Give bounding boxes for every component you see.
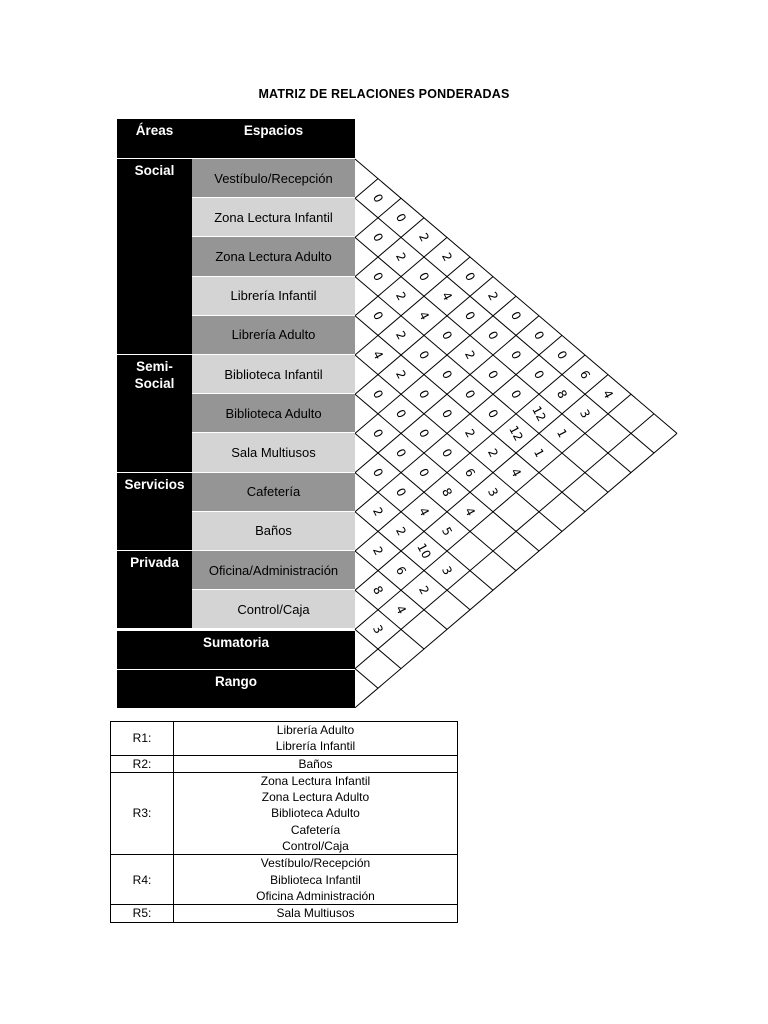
range-item: Librería Adulto — [276, 723, 355, 737]
matrix-value-8-12: 3 — [439, 563, 455, 578]
matrix-value-5-9: 0 — [439, 446, 455, 460]
matrix-value-4-11: 4 — [508, 465, 524, 480]
space-1: Zona Lectura Infantil — [192, 198, 355, 237]
matrix-value-4-9: 2 — [462, 426, 478, 441]
space-7: Sala Multiusos — [192, 433, 355, 472]
range-item: Cafetería — [290, 822, 341, 837]
range-item: Control/Caja — [282, 839, 349, 854]
space-6: Biblioteca Adulto — [192, 394, 355, 433]
header-espacios: Espacios — [192, 119, 355, 158]
matrix-value-8-9: 2 — [370, 505, 386, 519]
range-label: R5: — [111, 905, 174, 922]
matrix-value-1-2: 0 — [370, 230, 386, 245]
space-8: Cafetería — [192, 473, 355, 512]
matrix-value-1-5: 4 — [439, 289, 455, 303]
matrix-value-2-11: 1 — [554, 426, 570, 441]
page-title: MATRIZ DE RELACIONES PONDERADAS — [258, 87, 510, 101]
matrix-value-6-8: 0 — [393, 446, 409, 460]
matrix-value-1-3: 2 — [393, 250, 409, 264]
area-1: Semi- Social — [117, 355, 192, 472]
range-items — [174, 905, 458, 922]
matrix-value-3-8: 0 — [462, 387, 478, 401]
range-row — [111, 855, 458, 905]
matrix-value-11-12: 3 — [370, 622, 386, 637]
matrix-value-4-5: 4 — [370, 348, 386, 362]
matrix-value-4-7: 0 — [416, 387, 432, 401]
matrix-value-7-10: 4 — [416, 505, 432, 519]
matrix-value-10-11: 8 — [370, 583, 386, 597]
matrix-value-8-11: 10 — [414, 540, 434, 562]
matrix-value-1-9: 0 — [531, 367, 547, 382]
matrix-value-10-12: 4 — [393, 603, 409, 617]
space-2: Zona Lectura Adulto — [192, 237, 355, 276]
matrix-value-2-10: 12 — [529, 403, 549, 424]
range-label: R3: — [111, 772, 174, 854]
area-2: Servicios — [117, 473, 192, 550]
matrix-value-1-8: 0 — [508, 348, 524, 362]
header-areas: Áreas — [117, 119, 192, 158]
matrix-value-1-10: 8 — [554, 387, 570, 401]
matrix-value-0-8: 0 — [531, 328, 547, 343]
space-11: Control/Caja — [192, 590, 355, 629]
sumatoria-row: Sumatoria — [117, 631, 355, 669]
range-item: Biblioteca Adulto — [271, 806, 360, 821]
matrix-value-6-9: 0 — [416, 465, 432, 480]
area-0: Social — [117, 159, 192, 354]
matrix-value-2-9: 0 — [508, 387, 524, 401]
matrix-value-3-11: 1 — [531, 446, 547, 460]
range-items — [174, 755, 458, 772]
space-0: Vestíbulo/Recepción — [192, 159, 355, 198]
matrix-value-0-6: 2 — [485, 289, 501, 303]
matrix-value-0-1: 0 — [370, 191, 386, 205]
matrix-value-0-2: 0 — [393, 211, 409, 225]
matrix-value-3-9: 0 — [485, 407, 501, 421]
matrix-value-2-3: 0 — [370, 269, 386, 284]
matrix-value-4-10: 2 — [485, 446, 501, 460]
matrix-value-3-7: 0 — [439, 367, 455, 382]
matrix-value-2-6: 0 — [439, 328, 455, 343]
matrix-value-7-11: 5 — [439, 524, 455, 539]
range-table — [110, 721, 458, 923]
range-items — [174, 772, 458, 854]
matrix-value-2-8: 0 — [485, 367, 501, 382]
range-row — [111, 755, 458, 772]
range-item: Vestíbulo/Recepción — [260, 856, 371, 871]
matrix-value-9-10: 2 — [370, 544, 386, 558]
matrix-value-1-11: 3 — [577, 407, 593, 421]
matrix-value-0-11: 4 — [600, 387, 616, 401]
range-row — [111, 772, 458, 854]
matrix-value-7-8: 0 — [370, 465, 386, 480]
matrix-value-2-5: 4 — [416, 309, 432, 323]
rango-row: Rango — [117, 670, 355, 708]
space-4: Librería Adulto — [192, 316, 355, 355]
matrix-value-7-9: 0 — [393, 485, 409, 499]
matrix-value-6-11: 4 — [462, 505, 478, 519]
matrix-value-3-10: 12 — [506, 423, 526, 444]
matrix-value-1-7: 0 — [485, 328, 501, 343]
matrix-value-6-10: 8 — [439, 485, 455, 499]
matrix-value-1-6: 0 — [462, 309, 478, 323]
matrix-value-1-4: 0 — [416, 269, 432, 284]
range-item: Zona Lectura Adulto — [261, 790, 370, 805]
matrix-value-3-5: 2 — [393, 328, 409, 343]
matrix-value-5-10: 6 — [462, 465, 478, 480]
range-item: Baños — [298, 756, 333, 771]
range-label: R1: — [111, 722, 174, 756]
matrix-value-4-8: 0 — [439, 407, 455, 421]
matrix-value-3-6: 0 — [416, 348, 432, 362]
matrix-value-5-7: 0 — [393, 407, 409, 421]
matrix-value-4-6: 2 — [393, 367, 409, 382]
range-item: Biblioteca Infantil — [270, 872, 361, 887]
range-item: Zona Lectura Infantil — [260, 773, 371, 788]
matrix-value-2-7: 2 — [462, 348, 478, 362]
matrix-value-0-5: 0 — [462, 269, 478, 284]
matrix-value-5-11: 3 — [485, 485, 501, 499]
area-3: Privada — [117, 551, 192, 628]
range-item: Oficina Administración — [256, 888, 375, 903]
matrix-value-5-8: 0 — [416, 426, 432, 441]
range-row — [111, 722, 458, 756]
matrix-value-2-4: 2 — [393, 289, 409, 303]
matrix-value-0-9: 0 — [554, 348, 570, 362]
range-row — [111, 905, 458, 922]
matrix-value-0-10: 6 — [577, 367, 593, 382]
matrix-value-9-11: 6 — [393, 563, 409, 578]
matrix-value-9-12: 2 — [416, 583, 432, 597]
matrix-value-5-6: 0 — [370, 387, 386, 401]
matrix-value-3-4: 0 — [370, 309, 386, 323]
range-item: Sala Multiusos — [276, 906, 355, 921]
space-9: Baños — [192, 512, 355, 551]
space-3: Librería Infantil — [192, 277, 355, 316]
matrix-value-0-7: 0 — [508, 309, 524, 323]
range-items — [174, 722, 458, 756]
matrix-value-6-7: 0 — [370, 426, 386, 441]
matrix-value-0-4: 2 — [439, 250, 455, 264]
matrix-value-8-10: 2 — [393, 524, 409, 539]
range-items — [174, 855, 458, 905]
range-label: R4: — [111, 855, 174, 905]
range-label: R2: — [111, 755, 174, 772]
space-10: Oficina/Administración — [192, 551, 355, 590]
space-5: Biblioteca Infantil — [192, 355, 355, 394]
range-item: Librería Infantil — [275, 739, 356, 754]
matrix-value-0-3: 2 — [416, 230, 432, 245]
